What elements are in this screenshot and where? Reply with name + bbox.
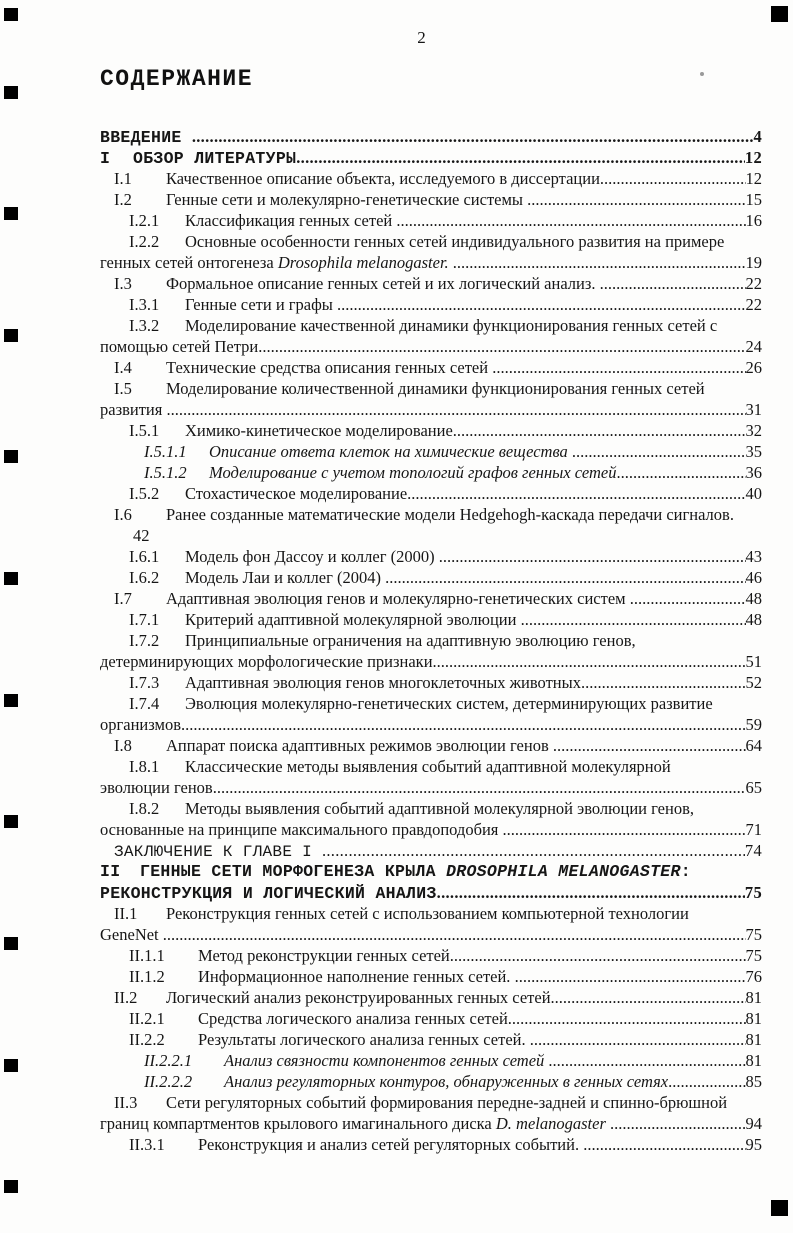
toc-entry-number: II.2.1 [129, 1009, 165, 1028]
toc-entry [100, 441, 762, 462]
toc-page-number: 22 [745, 274, 762, 293]
toc-entry-text: Технические средства описания генных сетей [166, 358, 493, 377]
toc-entry [100, 399, 762, 420]
toc-entry-number: I.5.1.1 [144, 442, 187, 461]
toc-entry-number: I.7.3 [129, 673, 160, 692]
toc-entry-number: I.2.1 [129, 211, 160, 230]
toc-entry [100, 231, 762, 252]
toc-entry [100, 147, 762, 168]
toc-entry [100, 1029, 762, 1050]
toc-page-number: 81 [745, 1009, 762, 1028]
toc-page-number: 75 [745, 925, 762, 944]
dot-leader [407, 483, 745, 504]
scan-artifact-mark [4, 572, 18, 585]
toc-page-number: 95 [745, 1135, 762, 1154]
toc-entry [100, 273, 762, 294]
toc-entry [100, 735, 762, 756]
toc-page-number: 48 [745, 589, 762, 608]
toc-entry-number: II.2.2.2 [144, 1072, 193, 1091]
toc-entry [100, 1071, 762, 1092]
toc-entry-text: РЕКОНСТРУКЦИЯ И ЛОГИЧЕСКИЙ АНАЛИЗ [100, 884, 437, 903]
dot-leader [583, 1134, 745, 1155]
toc-entry [100, 168, 762, 189]
dot-leader [166, 399, 745, 420]
toc-entry-text: DROSOPHILA MELANOGASTER [446, 862, 681, 881]
toc-entry-text: ГЕННЫЕ СЕТИ МОРФОГЕНЕЗА КРЫЛА [140, 862, 447, 881]
toc-entry-text: развития [100, 400, 167, 419]
dot-leader [581, 672, 746, 693]
toc-entry-text: Анализ связности компонентов генных сетей [224, 1051, 549, 1070]
dot-leader [527, 189, 745, 210]
dot-leader [515, 966, 746, 987]
toc-entry-text: Средства логического анализа генных сетей. [198, 1009, 512, 1028]
toc-entry [100, 1008, 762, 1029]
toc-entry [100, 126, 762, 147]
toc-page-number: 16 [745, 211, 762, 230]
scan-artifact-mark [4, 815, 18, 828]
toc-page-number: 75 [744, 883, 762, 902]
toc-entry-text: Эволюция молекулярно-генетических систем, детерминирующих развитие [185, 694, 713, 713]
dot-leader [548, 1050, 745, 1071]
dot-leader [610, 1113, 746, 1134]
toc-entry-text: Методы выявления событий адаптивной молекулярной эволюции генов, [185, 799, 694, 818]
toc-entry-number: I.8.1 [129, 757, 160, 776]
toc-entry-text: : [680, 862, 691, 881]
toc-page-number: 64 [745, 736, 762, 755]
toc-entry-text: Стохастическое моделирование [185, 484, 408, 503]
toc-entry-number: I.1 [114, 169, 132, 188]
toc-entry-text: детерминирующих морфологические признаки [100, 652, 433, 671]
toc-page-number: 19 [745, 253, 762, 272]
toc-page-number: 4 [753, 127, 762, 146]
toc-entry-number: I.5.2 [129, 484, 160, 503]
toc-entry-number: I.2 [114, 190, 132, 209]
scan-artifact-mark [771, 6, 788, 22]
toc-entry-text: Реконструкция и анализ сетей регуляторных событий. [198, 1135, 584, 1154]
toc-entry-text: Принципиальные ограничения на адаптивную эволюцию генов, [185, 631, 636, 650]
toc-entry [100, 420, 762, 441]
toc-entry-number: I.5.1.2 [144, 463, 187, 482]
dot-leader [217, 777, 746, 798]
toc-entry [100, 189, 762, 210]
toc-page-number: 35 [745, 442, 762, 461]
toc-entry-number: I.7.4 [129, 694, 160, 713]
toc-page-number: 94 [745, 1114, 762, 1133]
dot-leader [572, 441, 746, 462]
toc-entry [100, 546, 762, 567]
toc-entry-number: I.6.1 [129, 547, 160, 566]
toc-entry [100, 315, 762, 336]
dot-leader [433, 651, 746, 672]
scan-artifact-mark [4, 1180, 18, 1193]
toc-entry [100, 798, 762, 819]
toc-entry-number: II.1.1 [129, 946, 165, 965]
toc-entry-text: организмов [100, 715, 182, 734]
toc-entry-number: I.5.1 [129, 421, 160, 440]
toc-entry [100, 462, 762, 483]
dot-leader [600, 168, 746, 189]
toc-entry-number: II.1.2 [129, 967, 165, 986]
toc-entry-text: Генные сети и графы [185, 295, 338, 314]
toc-entry-number: II.3.1 [129, 1135, 165, 1154]
toc-entry-text: ОБЗОР ЛИТЕРАТУРЫ [133, 149, 297, 168]
dot-leader [492, 357, 745, 378]
toc-entry-number: I.4 [114, 358, 132, 377]
toc-entry-text: Генные сети и молекулярно-генетические системы [166, 190, 528, 209]
toc-entry-text: Информационное наполнение генных сетей. [198, 967, 515, 986]
toc-entry [100, 777, 762, 798]
toc-entry-number: I.2.2 [129, 232, 160, 251]
toc-entry-number: I.5 [114, 379, 132, 398]
toc-entry-text: ВВЕДЕНИЕ [100, 128, 192, 147]
toc-entry-text: Основные особенности генных сетей индивидуального развития на примере [185, 232, 725, 251]
toc-entry [100, 672, 762, 693]
toc-entry-number: I [100, 149, 111, 168]
toc-entry [100, 693, 762, 714]
scan-artifact-mark [4, 450, 18, 463]
toc-entry [100, 588, 762, 609]
toc-page-number: 85 [745, 1072, 762, 1091]
dot-leader [616, 462, 745, 483]
toc-entry-number: I.7.1 [129, 610, 160, 629]
dot-leader [551, 987, 746, 1008]
toc-entry-text: Анализ регуляторных контуров, обнаруженных в генных сетях [224, 1072, 669, 1091]
toc-page-number: 51 [745, 652, 762, 671]
toc-entry [100, 945, 762, 966]
toc-entry-text: эволюции генов. [100, 778, 217, 797]
dot-leader [439, 546, 746, 567]
toc-entry-text: 42 [133, 526, 150, 545]
toc-entry-text: Моделирование количественной динамики функционирования генных сетей [166, 379, 705, 398]
toc-page-number: 43 [745, 547, 762, 566]
toc-page-number: 74 [744, 841, 762, 860]
dot-leader [600, 273, 746, 294]
dot-leader [296, 147, 745, 168]
toc-entry-text: Моделирование качественной динамики функционирования генных сетей с [185, 316, 718, 335]
toc-entry-number: I.3.1 [129, 295, 160, 314]
toc-entry [100, 1050, 762, 1071]
dot-leader [163, 924, 746, 945]
toc-entry-number: II.2.2 [129, 1030, 165, 1049]
dot-leader [396, 210, 745, 231]
toc-entry-number: I.8 [114, 736, 132, 755]
toc-entry [100, 1113, 762, 1134]
dot-leader [454, 945, 746, 966]
toc-entry-text: Критерий адаптивной молекулярной эволюции [185, 610, 521, 629]
toc-entry-number: I.6.2 [129, 568, 160, 587]
toc-page-number: 71 [745, 820, 762, 839]
toc-entry [100, 966, 762, 987]
toc-entry [100, 756, 762, 777]
dot-leader [630, 588, 746, 609]
toc-entry-number: I.7.2 [129, 631, 160, 650]
scan-artifact-mark [4, 694, 18, 707]
toc-page-number: 32 [745, 421, 762, 440]
toc-entry-number: II.3 [114, 1093, 138, 1112]
toc-page-number: 24 [745, 337, 762, 356]
toc-entry-text: Адаптивная эволюция генов и молекулярно-генетических систем [166, 589, 630, 608]
toc-entry-number: II.1 [114, 904, 138, 923]
toc-entry-text: Модель Лаи и коллег (2004) [185, 568, 386, 587]
toc-entry [100, 819, 762, 840]
toc-entry-text: D. melanogaster [495, 1114, 606, 1133]
toc-entry-text: GeneNet [100, 925, 163, 944]
scan-artifact-mark [4, 1059, 18, 1072]
toc-entry-number: I.7 [114, 589, 132, 608]
toc-entry-text: основанные на принципе максимального правдоподобия [100, 820, 503, 839]
toc-entry [100, 840, 762, 861]
dot-leader [668, 1071, 745, 1092]
toc-entry [100, 1092, 762, 1113]
dot-leader [553, 735, 746, 756]
toc-entry [100, 504, 762, 525]
toc-page-number: 22 [745, 295, 762, 314]
toc-page-number: 36 [745, 463, 762, 482]
toc-entry [100, 483, 762, 504]
dot-leader [437, 882, 745, 903]
dot-leader [512, 1008, 746, 1029]
toc-page-number: 65 [745, 778, 762, 797]
toc-entry-number: I.3.2 [129, 316, 160, 335]
toc-entry-text: Описание ответа клеток на химические вещества [209, 442, 572, 461]
toc-entry [100, 378, 762, 399]
toc-entry [100, 987, 762, 1008]
toc-entry-text: Классификация генных сетей [185, 211, 397, 230]
toc-entry [100, 252, 762, 273]
toc-entry-number: I.3 [114, 274, 132, 293]
dot-leader [521, 609, 746, 630]
toc-page-number: 81 [745, 1030, 762, 1049]
toc-page-number: 52 [745, 673, 762, 692]
toc-entry [100, 609, 762, 630]
toc-page-number: 81 [745, 1051, 762, 1070]
toc-entry-text: генных сетей онтогенеза [100, 253, 278, 272]
toc-entry-number: II.2.2.1 [144, 1051, 193, 1070]
dot-leader [337, 294, 745, 315]
toc-page-number: 59 [745, 715, 762, 734]
dot-leader [192, 126, 754, 147]
scan-artifact-mark [4, 207, 18, 220]
toc-entry-text: границ компартментов крылового имагинального диска [100, 1114, 496, 1133]
scan-artifact-mark [4, 937, 18, 950]
toc-page-number: 40 [745, 484, 762, 503]
toc-entry-text: помощью сетей Петри [100, 337, 259, 356]
toc-page-number: 46 [745, 568, 762, 587]
toc-heading: СОДЕРЖАНИЕ [100, 66, 254, 92]
toc-page-number: 15 [745, 190, 762, 209]
toc-page-number: 48 [745, 610, 762, 629]
toc-entry [100, 1134, 762, 1155]
toc-page-number: 81 [745, 988, 762, 1007]
toc-entry-number: II [100, 862, 121, 881]
scan-artifact-mark [4, 329, 18, 342]
toc-entry-text: Классические методы выявления событий адаптивной молекулярной [185, 757, 671, 776]
toc-entry-text: Результаты логического анализа генных сетей. [198, 1030, 530, 1049]
scan-artifact-mark [4, 8, 18, 21]
toc-entry-number: I.6 [114, 505, 132, 524]
scan-artifact-mark [771, 1200, 788, 1216]
toc-entry-text: Реконструкция генных сетей с использованием компьютерной технологии [166, 904, 689, 923]
toc-entry-text: Drosophila melanogaster. [277, 253, 449, 272]
dot-leader [258, 336, 745, 357]
toc-entry-number: II.2 [114, 988, 138, 1007]
toc-page-number: 76 [745, 967, 762, 986]
toc-entry-text: Формальное описание генных сетей и их логический анализ. [166, 274, 600, 293]
toc-entry [100, 357, 762, 378]
dot-leader [503, 819, 746, 840]
toc-entry [100, 294, 762, 315]
toc-entry-text: Адаптивная эволюция генов многоклеточных животных [185, 673, 581, 692]
toc-entry-text: Логический анализ реконструированных генных сетей [166, 988, 551, 1007]
dot-leader [385, 567, 745, 588]
toc-entry [100, 336, 762, 357]
toc-entry-text: Аппарат поиска адаптивных режимов эволюции генов [166, 736, 553, 755]
toc-entry [100, 651, 762, 672]
toc-page-number: 75 [745, 946, 762, 965]
toc-page-number: 12 [745, 169, 762, 188]
toc-entry-text: Качественное описание объекта, исследуемого в диссертации [166, 169, 600, 188]
page-number: 2 [417, 28, 426, 47]
toc-entry [100, 714, 762, 735]
toc-entry [100, 210, 762, 231]
toc-entry-text: Химико-кинетическое моделирование [185, 421, 453, 440]
toc-entry [100, 924, 762, 945]
toc-page-number: 26 [745, 358, 762, 377]
dot-leader [181, 714, 745, 735]
toc-entry-text: Ранее созданные математические модели Hedgehogh-каскада передачи сигналов. [166, 505, 734, 524]
table-of-contents [100, 126, 762, 1155]
toc-entry-text: Сети регуляторных событий формирования передне-задней и спинно-брюшной [166, 1093, 728, 1112]
toc-entry-number: I.8.2 [129, 799, 160, 818]
toc-entry [100, 630, 762, 651]
toc-entry [100, 903, 762, 924]
toc-entry-text: Моделирование с учетом топологий графов генных сетей [209, 463, 617, 482]
toc-entry [100, 861, 762, 882]
toc-page-number: 31 [745, 400, 762, 419]
dot-leader [453, 420, 746, 441]
dot-leader [453, 252, 746, 273]
dot-leader [322, 840, 745, 861]
scan-speck [700, 72, 704, 76]
toc-page-number: 12 [744, 148, 762, 167]
toc-entry-text: ЗАКЛЮЧЕНИЕ К ГЛАВЕ I [114, 843, 322, 861]
toc-entry-text: Метод реконструкции генных сетей. [198, 946, 454, 965]
scan-artifact-mark [4, 86, 18, 99]
dot-leader [530, 1029, 746, 1050]
toc-entry [100, 525, 762, 546]
toc-entry [100, 567, 762, 588]
toc-entry [100, 882, 762, 903]
toc-entry-text: Модель фон Дассоу и коллег (2000) [185, 547, 439, 566]
